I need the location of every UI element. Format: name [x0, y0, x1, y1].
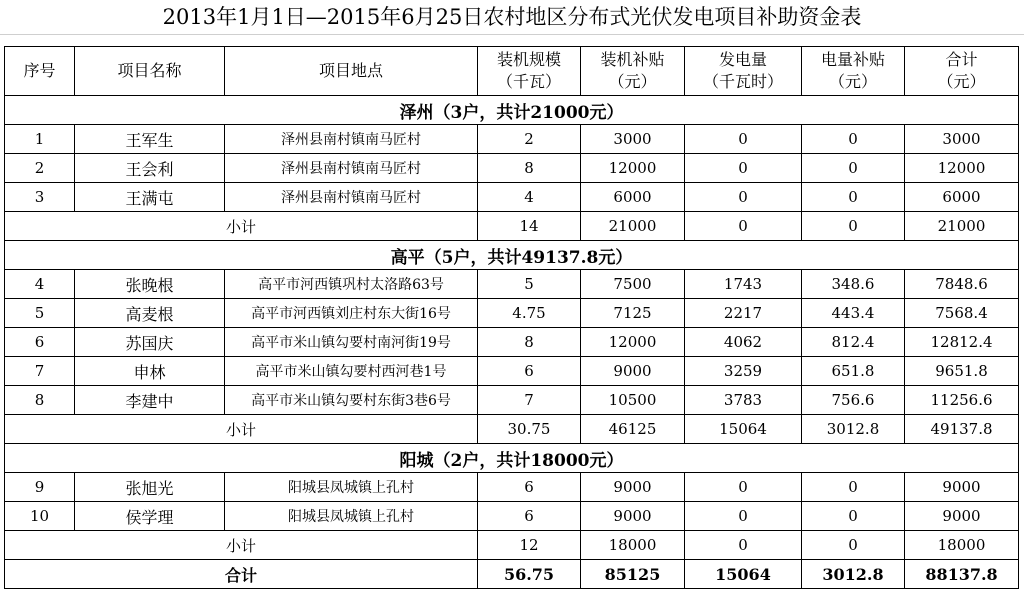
subtotal-cell: 0 — [685, 212, 802, 241]
header-cell: 序号 — [5, 47, 75, 96]
table-cell: 2217 — [685, 299, 802, 328]
table-cell: 高平市米山镇勾要村西河巷1号 — [225, 357, 478, 386]
table-cell: 9000 — [581, 502, 685, 531]
header-cell: 项目地点 — [225, 47, 478, 96]
table-cell: 7848.6 — [905, 270, 1019, 299]
region-header-row — [5, 241, 1019, 270]
table-cell: 8 — [478, 154, 581, 183]
table-cell: 6 — [478, 473, 581, 502]
table-cell: 12000 — [581, 328, 685, 357]
region-header-row — [5, 444, 1019, 473]
table-cell: 3259 — [685, 357, 802, 386]
table-cell: 泽州县南村镇南马匠村 — [225, 183, 478, 212]
region-header: 高平（5户，共计49137.8元） — [5, 241, 1019, 270]
table-cell: 7 — [5, 357, 75, 386]
grand-total-cell: 56.75 — [478, 560, 581, 589]
table-cell: 0 — [802, 125, 905, 154]
subtotal-row — [5, 531, 1019, 560]
table-cell: 高麦根 — [75, 299, 225, 328]
table-cell: 阳城县凤城镇上孔村 — [225, 473, 478, 502]
subtotal-row — [5, 415, 1019, 444]
table-cell: 9000 — [905, 473, 1019, 502]
table-cell: 7125 — [581, 299, 685, 328]
table-row — [5, 270, 1019, 299]
subtotal-label: 小计 — [5, 212, 478, 241]
table-cell: 王军生 — [75, 125, 225, 154]
table-cell: 侯学理 — [75, 502, 225, 531]
table-cell: 申林 — [75, 357, 225, 386]
header-cell: 电量补贴 （元） — [802, 47, 905, 96]
header-cell: 项目名称 — [75, 47, 225, 96]
table-row — [5, 125, 1019, 154]
header-cell: 装机补贴 （元） — [581, 47, 685, 96]
table-cell: 0 — [685, 502, 802, 531]
table-cell: 0 — [685, 154, 802, 183]
region-header: 泽州（3户，共计21000元） — [5, 96, 1019, 125]
table-cell: 高平市米山镇勾要村南河街19号 — [225, 328, 478, 357]
grand-total-row — [5, 560, 1019, 589]
table-cell: 9 — [5, 473, 75, 502]
table-cell: 6 — [478, 357, 581, 386]
table-cell: 12812.4 — [905, 328, 1019, 357]
table-cell: 6000 — [905, 183, 1019, 212]
table-cell: 阳城县凤城镇上孔村 — [225, 502, 478, 531]
table-cell: 12000 — [581, 154, 685, 183]
subtotal-cell: 14 — [478, 212, 581, 241]
table-cell: 0 — [802, 154, 905, 183]
subtotal-label: 小计 — [5, 531, 478, 560]
subtotal-cell: 0 — [802, 212, 905, 241]
table-cell: 2 — [478, 125, 581, 154]
table-cell: 10500 — [581, 386, 685, 415]
table-row — [5, 328, 1019, 357]
grand-total-cell: 88137.8 — [905, 560, 1019, 589]
table-cell: 756.6 — [802, 386, 905, 415]
subsidy-table — [4, 46, 1019, 589]
table-cell: 1743 — [685, 270, 802, 299]
subtotal-cell: 0 — [685, 531, 802, 560]
table-cell: 6 — [5, 328, 75, 357]
table-row — [5, 502, 1019, 531]
subtotal-cell: 18000 — [905, 531, 1019, 560]
table-cell: 0 — [802, 473, 905, 502]
table-cell: 6000 — [581, 183, 685, 212]
table-cell: 10 — [5, 502, 75, 531]
table-row — [5, 299, 1019, 328]
table-cell: 0 — [685, 125, 802, 154]
table-cell: 8 — [5, 386, 75, 415]
table-cell: 0 — [802, 502, 905, 531]
table-cell: 高平市河西镇巩村太洛路63号 — [225, 270, 478, 299]
table-cell: 8 — [478, 328, 581, 357]
table-cell: 张晚根 — [75, 270, 225, 299]
table-cell: 5 — [478, 270, 581, 299]
table-cell: 6 — [478, 502, 581, 531]
table-row — [5, 183, 1019, 212]
table-cell: 0 — [685, 473, 802, 502]
table-cell: 王会利 — [75, 154, 225, 183]
table-cell: 4 — [478, 183, 581, 212]
header-cell: 合计 （元） — [905, 47, 1019, 96]
table-cell: 3000 — [581, 125, 685, 154]
subtotal-label: 小计 — [5, 415, 478, 444]
subtotal-cell: 3012.8 — [802, 415, 905, 444]
subtotal-cell: 0 — [802, 531, 905, 560]
table-cell: 9000 — [581, 357, 685, 386]
table-cell: 高平市河西镇刘庄村东大街16号 — [225, 299, 478, 328]
header-cell: 装机规模 （千瓦） — [478, 47, 581, 96]
table-cell: 348.6 — [802, 270, 905, 299]
grand-total-cell: 3012.8 — [802, 560, 905, 589]
subtotal-row — [5, 212, 1019, 241]
table-cell: 4 — [5, 270, 75, 299]
subtotal-cell: 30.75 — [478, 415, 581, 444]
table-cell: 651.8 — [802, 357, 905, 386]
subtotal-cell: 21000 — [581, 212, 685, 241]
table-cell: 4062 — [685, 328, 802, 357]
grand-total-label: 合计 — [5, 560, 478, 589]
table-cell: 1 — [5, 125, 75, 154]
table-row — [5, 473, 1019, 502]
table-cell: 2 — [5, 154, 75, 183]
subtotal-cell: 46125 — [581, 415, 685, 444]
subtotal-cell: 49137.8 — [905, 415, 1019, 444]
table-cell: 泽州县南村镇南马匠村 — [225, 125, 478, 154]
region-header: 阳城（2户，共计18000元） — [5, 444, 1019, 473]
table-cell: 王满屯 — [75, 183, 225, 212]
table-cell: 3 — [5, 183, 75, 212]
table-cell: 7568.4 — [905, 299, 1019, 328]
table-cell: 泽州县南村镇南马匠村 — [225, 154, 478, 183]
table-cell: 9000 — [581, 473, 685, 502]
table-title: 2013年1月1日—2015年6月25日农村地区分布式光伏发电项目补助资金表 — [0, 0, 1024, 35]
header-row — [5, 47, 1019, 96]
table-cell: 7 — [478, 386, 581, 415]
subtotal-cell: 12 — [478, 531, 581, 560]
table-cell: 7500 — [581, 270, 685, 299]
table-cell: 张旭光 — [75, 473, 225, 502]
table-cell: 11256.6 — [905, 386, 1019, 415]
table-cell: 3000 — [905, 125, 1019, 154]
table-cell: 12000 — [905, 154, 1019, 183]
table-cell: 高平市米山镇勾要村东街3巷6号 — [225, 386, 478, 415]
subtotal-cell: 15064 — [685, 415, 802, 444]
table-cell: 李建中 — [75, 386, 225, 415]
region-header-row — [5, 96, 1019, 125]
table-cell: 0 — [802, 183, 905, 212]
table-cell: 3783 — [685, 386, 802, 415]
table-cell: 5 — [5, 299, 75, 328]
table-cell: 9651.8 — [905, 357, 1019, 386]
table-cell: 0 — [685, 183, 802, 212]
subtotal-cell: 18000 — [581, 531, 685, 560]
subtotal-cell: 21000 — [905, 212, 1019, 241]
table-row — [5, 386, 1019, 415]
table-cell: 443.4 — [802, 299, 905, 328]
table-cell: 9000 — [905, 502, 1019, 531]
table-cell: 4.75 — [478, 299, 581, 328]
table-cell: 812.4 — [802, 328, 905, 357]
table-cell: 苏国庆 — [75, 328, 225, 357]
table-row — [5, 357, 1019, 386]
grand-total-cell: 15064 — [685, 560, 802, 589]
table-row — [5, 154, 1019, 183]
grand-total-cell: 85125 — [581, 560, 685, 589]
header-cell: 发电量 （千瓦时） — [685, 47, 802, 96]
